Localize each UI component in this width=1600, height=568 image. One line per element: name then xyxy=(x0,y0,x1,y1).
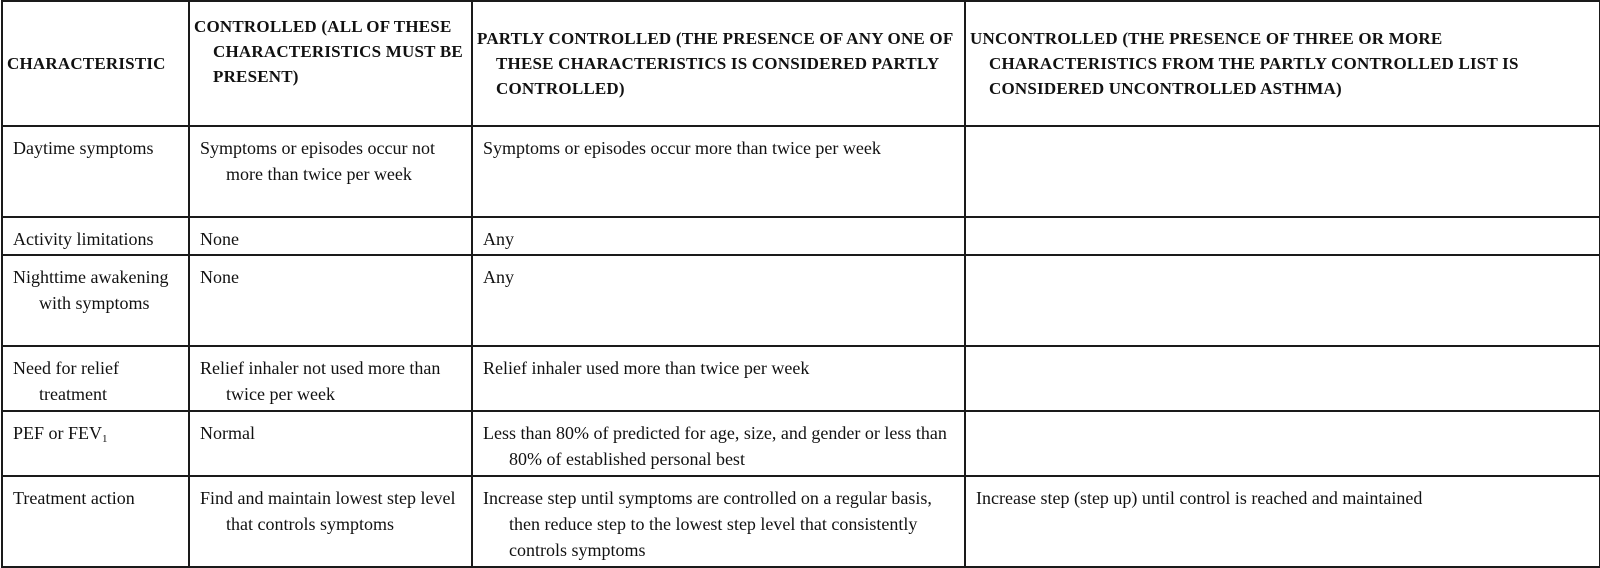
cell-uncontrolled xyxy=(965,346,1600,411)
cell-characteristic: Nighttime awakening with symptoms xyxy=(2,255,189,346)
cell-controlled: Find and maintain lowest step level that controls symptoms xyxy=(189,476,472,567)
cell-partly-controlled: Less than 80% of predicted for age, size, and gender or less than 80% of established personal best xyxy=(472,411,965,476)
cell-characteristic: Need for relief treatment xyxy=(2,346,189,411)
cell-uncontrolled xyxy=(965,217,1600,255)
cell-controlled: Normal xyxy=(189,411,472,476)
cell-controlled: None xyxy=(189,255,472,346)
subscript: 1 xyxy=(102,433,108,445)
cell-controlled: None xyxy=(189,217,472,255)
characteristic-main-text: PEF or FEV xyxy=(13,423,103,443)
cell-characteristic: Treatment action xyxy=(2,476,189,567)
table-row xyxy=(2,476,1600,567)
cell-uncontrolled xyxy=(965,411,1600,476)
cell-partly-controlled: Any xyxy=(472,255,965,346)
table-row xyxy=(2,411,1600,476)
cell-uncontrolled: Increase step (step up) until control is reached and maintained xyxy=(965,476,1600,567)
cell-controlled: Relief inhaler not used more than twice per week xyxy=(189,346,472,411)
cell-characteristic: Activity limitations xyxy=(2,217,189,255)
cell-uncontrolled xyxy=(965,126,1600,217)
cell-uncontrolled xyxy=(965,255,1600,346)
header-controlled: CONTROLLED (ALL OF THESE CHARACTERISTICS MUST BE PRESENT) xyxy=(189,1,472,126)
asthma-control-table xyxy=(1,0,1600,568)
header-partly-controlled: PARTLY CONTROLLED (THE PRESENCE OF ANY ONE OF THESE CHARACTERISTICS IS CONSIDERED PARTLY CONTROLLED) xyxy=(472,1,965,126)
table-row xyxy=(2,255,1600,346)
cell-partly-controlled: Symptoms or episodes occur more than twice per week xyxy=(472,126,965,217)
header-characteristic: CHARACTERISTIC xyxy=(2,1,189,126)
cell-partly-controlled: Relief inhaler used more than twice per week xyxy=(472,346,965,411)
cell-partly-controlled: Any xyxy=(472,217,965,255)
cell-controlled: Symptoms or episodes occur not more than twice per week xyxy=(189,126,472,217)
header-uncontrolled: UNCONTROLLED (THE PRESENCE OF THREE OR MORE CHARACTERISTICS FROM THE PARTLY CONTROLLED LIST IS CONSIDERED UNCONTROLLED ASTHMA) xyxy=(965,1,1600,126)
table-row xyxy=(2,346,1600,411)
cell-characteristic xyxy=(2,411,189,476)
header-row xyxy=(2,1,1600,126)
table-row xyxy=(2,126,1600,217)
cell-partly-controlled: Increase step until symptoms are controlled on a regular basis, then reduce step to the lowest step level that consistently controls symptoms xyxy=(472,476,965,567)
cell-characteristic: Daytime symptoms xyxy=(2,126,189,217)
table-row xyxy=(2,217,1600,255)
